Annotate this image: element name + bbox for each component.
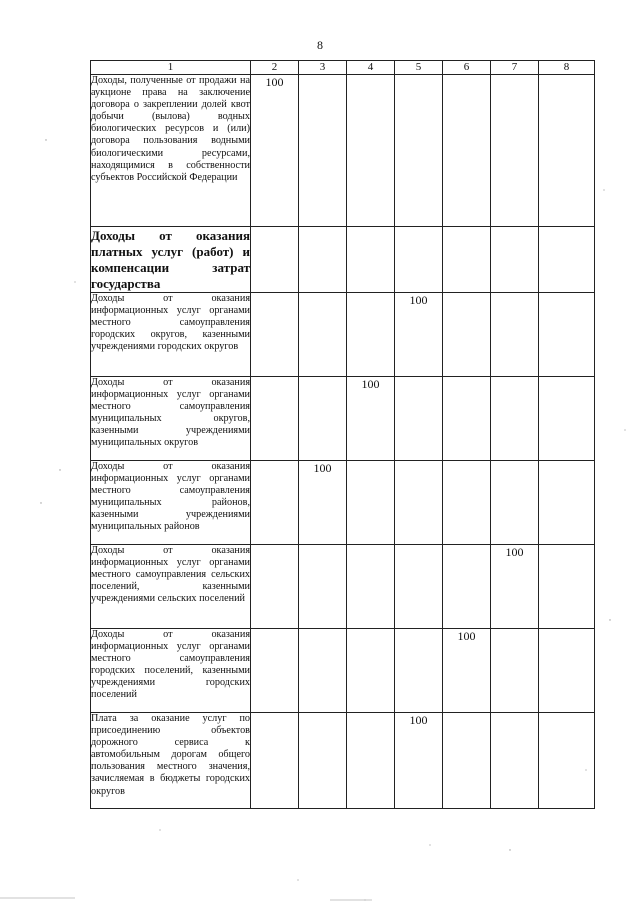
table-cell	[299, 75, 347, 227]
table-cell	[443, 713, 491, 809]
column-header: 7	[491, 61, 539, 75]
table-cell	[395, 461, 443, 545]
table-row	[91, 227, 595, 293]
table-cell	[539, 75, 595, 227]
revenue-description: Плата за оказание услуг по присоединению объектов дорожного сервиса к автомобильным дорогам общего пользования местного значения, зачисляемая в бюджеты городских округов	[91, 713, 251, 809]
table-cell	[251, 377, 299, 461]
revenue-description: Доходы от оказания информационных услуг органами местного самоуправления городских округов, казенными учреждениями городских округов	[91, 293, 251, 377]
column-header: 2	[251, 61, 299, 75]
table-cell	[347, 461, 395, 545]
table-cell	[443, 461, 491, 545]
table-cell	[251, 227, 299, 293]
table-cell	[299, 293, 347, 377]
table-cell	[251, 545, 299, 629]
table-cell: 100	[395, 713, 443, 809]
table-cell	[539, 545, 595, 629]
table-cell	[539, 713, 595, 809]
column-header: 5	[395, 61, 443, 75]
table-cell	[539, 629, 595, 713]
table-header-row	[91, 61, 595, 75]
revenue-distribution-table	[90, 60, 595, 809]
table-cell	[491, 75, 539, 227]
table-cell: 100	[491, 545, 539, 629]
table-cell	[491, 629, 539, 713]
table-cell	[395, 545, 443, 629]
table-row	[91, 545, 595, 629]
revenue-description: Доходы от оказания информационных услуг органами местного самоуправления муниципальных районов, казенными учреждениями муниципальных районов	[91, 461, 251, 545]
table-cell	[299, 629, 347, 713]
table-cell: 100	[299, 461, 347, 545]
table-cell	[347, 227, 395, 293]
table-cell	[539, 461, 595, 545]
table-cell	[395, 629, 443, 713]
section-heading: Доходы от оказания платных услуг (работ) и компенсации затрат государства	[91, 228, 250, 291]
table-cell	[443, 227, 491, 293]
revenue-description: Доходы от оказания информационных услуг органами местного самоуправления городских поселений, казенными учреждениями городских поселений	[91, 629, 251, 713]
table-cell	[299, 545, 347, 629]
table-cell	[395, 227, 443, 293]
table-cell	[443, 75, 491, 227]
table-cell	[299, 713, 347, 809]
table-cell	[251, 293, 299, 377]
table-cell	[539, 377, 595, 461]
table-cell	[491, 227, 539, 293]
column-header: 3	[299, 61, 347, 75]
revenue-description: Доходы, полученные от продажи на аукционе права на заключение договора о закреплении долей квот добычи (вылова) водных биологических ресурсов и (или) договора пользования водными биологическими ресурсами, находящимися в собственности субъектов Российской Федерации	[91, 75, 251, 227]
page-number: 8	[317, 38, 323, 52]
table-cell	[395, 75, 443, 227]
table-cell	[299, 377, 347, 461]
table-cell	[491, 293, 539, 377]
column-header: 6	[443, 61, 491, 75]
table-row	[91, 75, 595, 227]
column-header: 8	[539, 61, 595, 75]
table-cell	[539, 227, 595, 293]
table-cell	[443, 293, 491, 377]
table-cell	[347, 293, 395, 377]
table-cell: 100	[395, 293, 443, 377]
table-cell: 100	[251, 75, 299, 227]
table-cell	[491, 461, 539, 545]
column-header: 1	[91, 61, 251, 75]
revenue-description: Доходы от оказания информационных услуг органами местного самоуправления муниципальных округов, казенными учреждениями муниципальных округов	[91, 377, 251, 461]
table-cell	[251, 713, 299, 809]
table-row	[91, 377, 595, 461]
table-cell	[395, 377, 443, 461]
table-cell	[539, 293, 595, 377]
table-cell	[443, 377, 491, 461]
table-cell	[347, 75, 395, 227]
table-cell	[251, 629, 299, 713]
table-row	[91, 461, 595, 545]
column-header: 4	[347, 61, 395, 75]
revenue-description: Доходы от оказания информационных услуг органами местного самоуправления сельских поселений, казенными учреждениями сельских поселений	[91, 545, 251, 629]
table-row	[91, 629, 595, 713]
table-cell	[491, 713, 539, 809]
table-cell	[443, 545, 491, 629]
table-cell: 100	[443, 629, 491, 713]
table-cell	[251, 461, 299, 545]
table-row	[91, 293, 595, 377]
table-cell: 100	[347, 377, 395, 461]
table-cell	[347, 545, 395, 629]
table-cell	[347, 713, 395, 809]
table-row	[91, 713, 595, 809]
table-cell	[347, 629, 395, 713]
table-cell	[299, 227, 347, 293]
table-cell	[491, 377, 539, 461]
